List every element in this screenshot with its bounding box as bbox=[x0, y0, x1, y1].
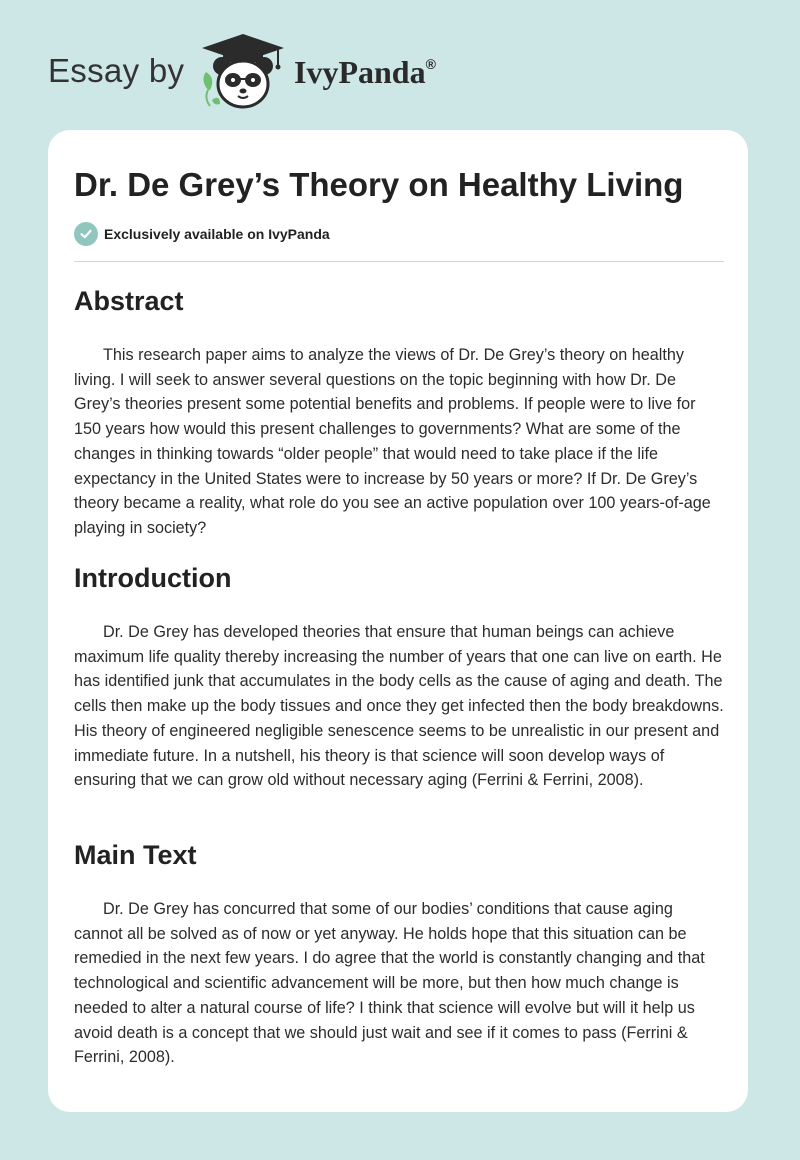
section-text-main-text: Dr. De Grey has concurred that some of our bodies’ conditions that cause aging cannot all be solved as of now or yet anyway. He holds hope that this situation can be remedied in the next few years. I do agree that the world is constantly changing and that technological and scientific advancement will be more, but then how much change is needed to alter a natural course of life? I think that science will evolve but will it help us avoid death is a concept that we should just wait and see if it comes to pass (Ferrini & Ferrini, 2008). bbox=[74, 900, 705, 1067]
exclusive-badge bbox=[74, 221, 330, 247]
section-heading-main-text: Main Text bbox=[74, 840, 197, 870]
panda-logo-icon[interactable] bbox=[198, 32, 288, 112]
brand-prefix: Essay by bbox=[48, 52, 185, 89]
badge-text: Exclusively available on IvyPanda bbox=[104, 226, 330, 242]
essay-card bbox=[48, 130, 748, 1112]
section-text-introduction: Dr. De Grey has developed theories that ensure that human beings can achieve maximum life quality thereby increasing the number of years that one can live on earth. He has identified junk that accumulates in the body cells as the cause of aging and death. The cells then make up the body tissues and once they get infected then the body breakdowns. His theory of engineered negligible senescence seems to be unrealistic in our present and immediate future. In a nutshell, his theory is that science will soon develop ways of ensuring that we can grow old without necessary aging (Ferrini & Ferrini, 2008). bbox=[74, 623, 724, 790]
registered-mark: ® bbox=[425, 56, 436, 72]
title-divider bbox=[74, 261, 724, 262]
section-text-abstract: This research paper aims to analyze the views of Dr. De Grey’s theory on healthy living. I will seek to answer several questions on the topic beginning with how Dr. De Grey’s theories present some potential benefits and problems. If people were to live for 150 years how would this present challenges to governments? What are some of the changes in thinking towards “older people” that would need to take place if the life expectancy in the United States were to increase by 50 years or more? If Dr. De Grey’s theory became a reality, what role do you see an active population over 100 years-of-age playing in society? bbox=[74, 346, 711, 537]
site-header bbox=[48, 32, 508, 112]
section-heading-introduction: Introduction bbox=[74, 563, 232, 593]
brand-name[interactable]: IvyPanda® bbox=[294, 54, 436, 90]
section-heading-abstract: Abstract bbox=[74, 286, 184, 316]
check-circle-icon bbox=[74, 222, 98, 246]
essay-title: Dr. De Grey’s Theory on Healthy Living bbox=[74, 166, 684, 203]
